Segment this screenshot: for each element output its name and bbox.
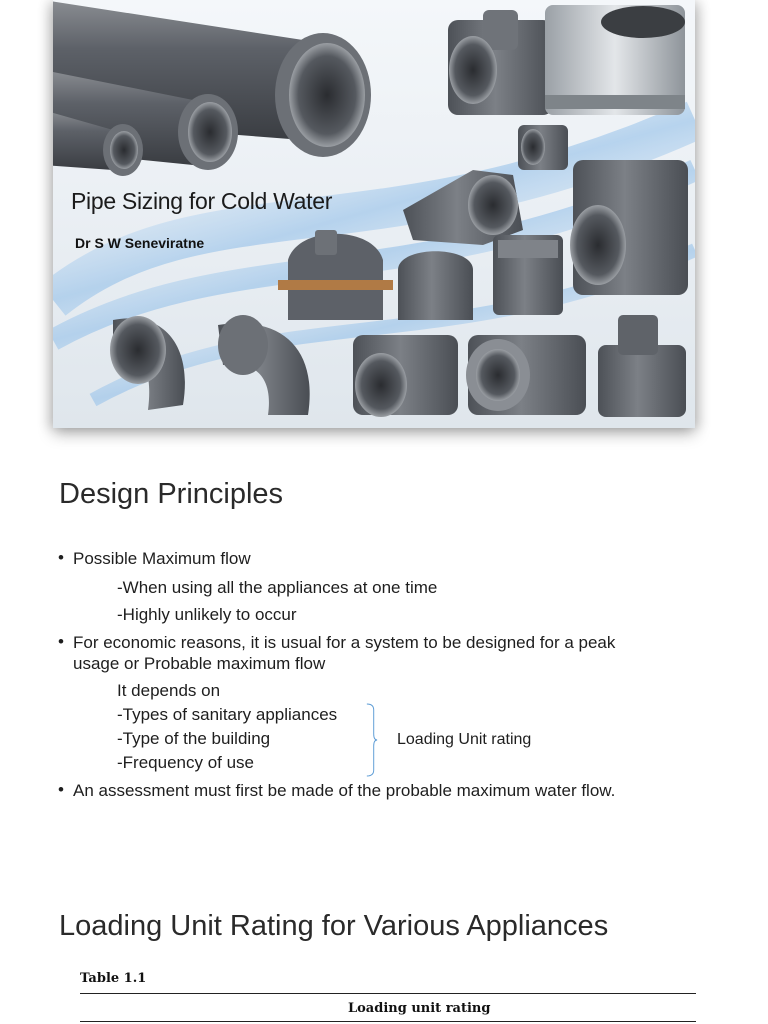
title-slide: [53, 0, 695, 428]
table-caption: Table 1.1: [80, 971, 147, 986]
bullet-text-continued: usage or Probable maximum flow: [73, 654, 326, 673]
curly-brace: [366, 697, 378, 783]
bullet-text: Possible Maximum flow: [73, 549, 251, 568]
bullet-text: For economic reasons, it is usual for a system to be designed for a peak: [73, 633, 616, 652]
sub-point: -When using all the appliances at one time: [117, 578, 438, 597]
column-header: Loading unit rating: [348, 1001, 491, 1016]
sub-point: -Type of the building: [117, 729, 271, 748]
loading-unit-heading: Loading Unit Rating for Various Appliances: [59, 910, 609, 942]
design-principles-heading: Design Principles: [59, 478, 284, 510]
slide-author: Dr S W Seneviratne: [75, 235, 205, 251]
sub-point: -Frequency of use: [117, 753, 255, 772]
sub-point: -Types of sanitary appliances: [117, 705, 338, 724]
slide-title: Pipe Sizing for Cold Water: [71, 188, 333, 214]
table-header-rule: [80, 1021, 696, 1022]
sub-point: -Highly unlikely to occur: [117, 605, 297, 624]
bullet-text: An assessment must first be made of the probable maximum water flow.: [73, 781, 616, 800]
table-top-rule: [80, 993, 696, 994]
sub-point: It depends on: [117, 681, 221, 700]
bullet-marker: •: [58, 780, 64, 799]
bullet-marker: •: [58, 548, 64, 567]
bullet-marker: •: [58, 632, 64, 651]
loading-unit-label: Loading Unit rating: [397, 731, 532, 748]
